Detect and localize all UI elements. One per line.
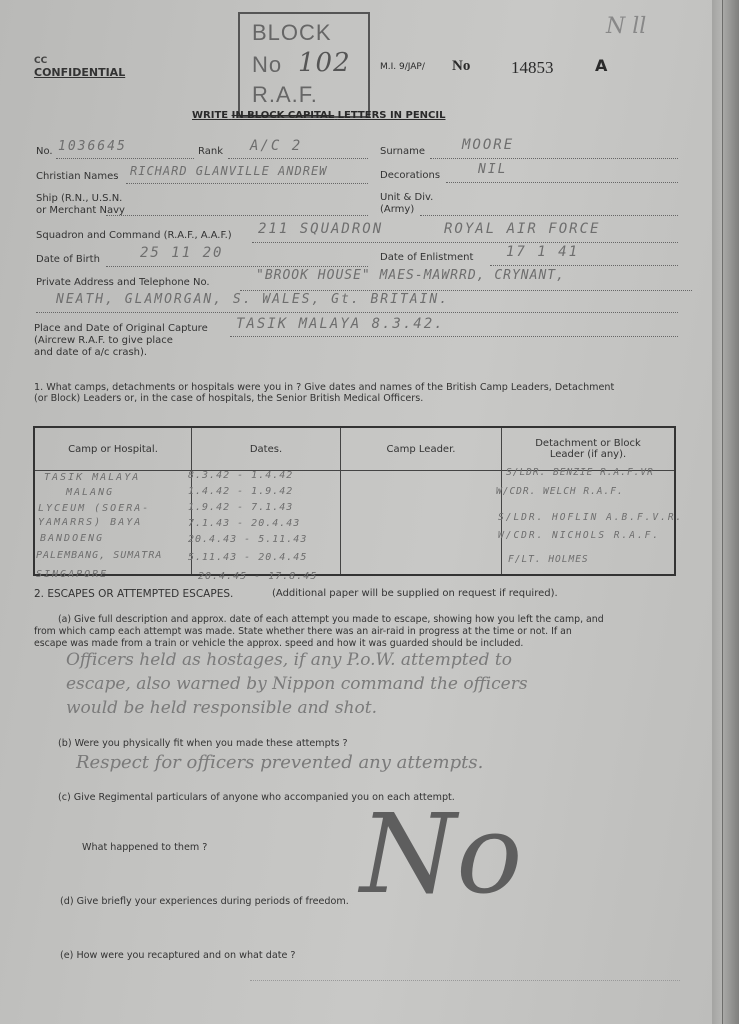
surname-label: Surname <box>380 146 425 157</box>
q2-heading: 2. ESCAPES OR ATTEMPTED ESCAPES. <box>34 588 234 600</box>
stamp-number: 102 <box>298 48 351 78</box>
confidential-label: CONFIDENTIAL <box>34 66 126 79</box>
number-label: No <box>452 58 471 74</box>
reference-code: M.I. 9/JAP/ <box>380 62 425 72</box>
q1-text-2: (or Block) Leaders or, in the case of hospitals, the Senior British Medical Officers. <box>34 393 424 404</box>
q1-text-1: 1. What camps, detachments or hospitals were you in ? Give dates and names of the British Camp Leaders, Detachment <box>34 382 615 393</box>
form-number: 14853 <box>511 58 554 77</box>
christian-names-label: Christian Names <box>36 171 119 182</box>
dates-row: 1.9.42 - 7.1.43 <box>188 502 294 513</box>
dates-row: 20.4.45 - 17.8.45 <box>198 571 318 582</box>
camp-row: LYCEUM (SOERA- <box>38 503 151 514</box>
q2a-text-2: from which camp each attempt was made. State whether there was an air-raid in progress at the time or not. If an <box>34 626 572 637</box>
form-suffix: A <box>595 56 608 75</box>
col-camp-header: Camp or Hospital. <box>34 427 192 471</box>
leader-row: S/LDR. HOFLIN A.B.F.V.R. <box>498 512 684 523</box>
unit-label-2: (Army) <box>380 204 415 215</box>
service-no-value: 1036645 <box>58 139 127 154</box>
q2c-followup: What happened to them ? <box>82 842 208 853</box>
capture-label-2: (Aircrew R.A.F. to give place <box>34 335 173 346</box>
q2b-text: (b) Were you physically fit when you made these attempts ? <box>58 738 348 749</box>
instruction-line <box>192 110 445 121</box>
q2-note: (Additional paper will be supplied on request if required). <box>272 588 558 599</box>
q2a-answer-3: would be held responsible and shot. <box>66 698 377 718</box>
dob-value: 25 11 20 <box>140 245 224 261</box>
camp-row: BANDOENG <box>40 533 105 544</box>
camp-row: YAMARRS) BAYA <box>38 517 143 528</box>
surname-value: MOORE <box>462 137 515 153</box>
block-stamp <box>238 12 370 118</box>
q2e-text: (e) How were you recaptured and on what date ? <box>60 950 296 961</box>
address-label: Private Address and Telephone No. <box>36 277 210 288</box>
ship-label-1: Ship (R.N., U.S.N. <box>36 193 123 204</box>
instruction-post: LETTERS IN PENCIL <box>337 110 446 121</box>
stamp-block: BLOCK <box>252 20 332 45</box>
enlistment-label: Date of Enlistment <box>380 252 474 263</box>
capture-value: TASIK MALAYA 8.3.42. <box>236 316 445 332</box>
christian-names-value: RICHARD GLANVILLE ANDREW <box>130 164 328 178</box>
dates-row: 5.11.43 - 20.4.45 <box>188 552 308 563</box>
squadron-value-1: 211 SQUADRON <box>258 221 384 237</box>
dates-row: 1.4.42 - 1.9.42 <box>188 486 294 497</box>
capture-label-3: and date of a/c crash). <box>34 347 148 358</box>
rank-label: Rank <box>198 146 223 157</box>
corner-pencil-mark: N ll <box>606 14 647 39</box>
unit-label-1: Unit & Div. <box>380 192 434 203</box>
q2c-text: (c) Give Regimental particulars of anyone who accompanied you on each attempt. <box>58 792 455 803</box>
decorations-label: Decorations <box>380 170 441 181</box>
underlying-page-edge-2 <box>722 0 739 1024</box>
leader-row: W/CDR. NICHOLS R.A.F. <box>498 530 661 541</box>
q2a-answer-1: Officers held as hostages, if any P.o.W. attempted to <box>66 650 512 670</box>
ship-label-2: or Merchant Navy <box>36 205 125 216</box>
col-leader-header: Camp Leader. <box>341 427 502 471</box>
instruction-struck: IN BLOCK CAPITAL <box>231 110 335 121</box>
dob-label: Date of Birth <box>36 254 100 265</box>
enlistment-value: 17 1 41 <box>506 244 580 260</box>
camp-row: SINGAPORE <box>36 569 109 580</box>
q2b-answer: Respect for officers prevented any attempts. <box>76 752 484 773</box>
col-detachment-header: Detachment or Block Leader (if any). <box>502 427 676 471</box>
service-no-label: No. <box>36 146 53 157</box>
camp-row: PALEMBANG, SUMATRA <box>36 550 163 561</box>
cc-mark: CC <box>34 56 48 66</box>
camp-row: MALANG <box>66 487 115 498</box>
leader-row: S/LDR. BENZIE R.A.F.VR <box>506 467 654 478</box>
leader-row: W/CDR. WELCH R.A.F. <box>496 486 624 497</box>
instruction-pre: WRITE <box>192 110 229 121</box>
dates-row: 20.4.43 - 5.11.43 <box>188 534 308 545</box>
col-dates-header: Dates. <box>192 427 341 471</box>
address-value-2: NEATH, GLAMORGAN, S. WALES, Gt. BRITAIN. <box>56 292 450 307</box>
stamp-no: No <box>252 52 283 77</box>
camp-row: TASIK MALAYA <box>44 472 141 483</box>
rank-value: A/C 2 <box>250 138 303 154</box>
address-value-1: "BROOK HOUSE" MAES-MAWRRD, CRYNANT, <box>256 268 565 283</box>
capture-label-1: Place and Date of Original Capture <box>34 323 208 334</box>
leader-cell <box>341 471 502 576</box>
q2d-text: (d) Give briefly your experiences during periods of freedom. <box>60 896 349 907</box>
leader-row: F/LT. HOLMES <box>508 554 589 565</box>
squadron-value-2: ROYAL AIR FORCE <box>444 221 601 237</box>
q2a-text-3: escape was made from a train or vehicle the approx. speed and how it was guarded should be included. <box>34 638 524 649</box>
q2a-text-1: (a) Give full description and approx. date of each attempt you made to escape, showing how you left the camp, and <box>58 614 604 625</box>
dates-row: 8.3.42 - 1.4.42 <box>188 470 294 481</box>
no-scrawl: No <box>360 790 523 918</box>
dates-row: 7.1.43 - 20.4.43 <box>188 518 301 529</box>
stamp-raf: R.A.F. <box>252 82 318 107</box>
squadron-label: Squadron and Command (R.A.F., A.A.F.) <box>36 230 232 241</box>
decorations-value: NIL <box>478 162 508 177</box>
q2a-answer-2: escape, also warned by Nippon command the officers <box>66 674 528 694</box>
